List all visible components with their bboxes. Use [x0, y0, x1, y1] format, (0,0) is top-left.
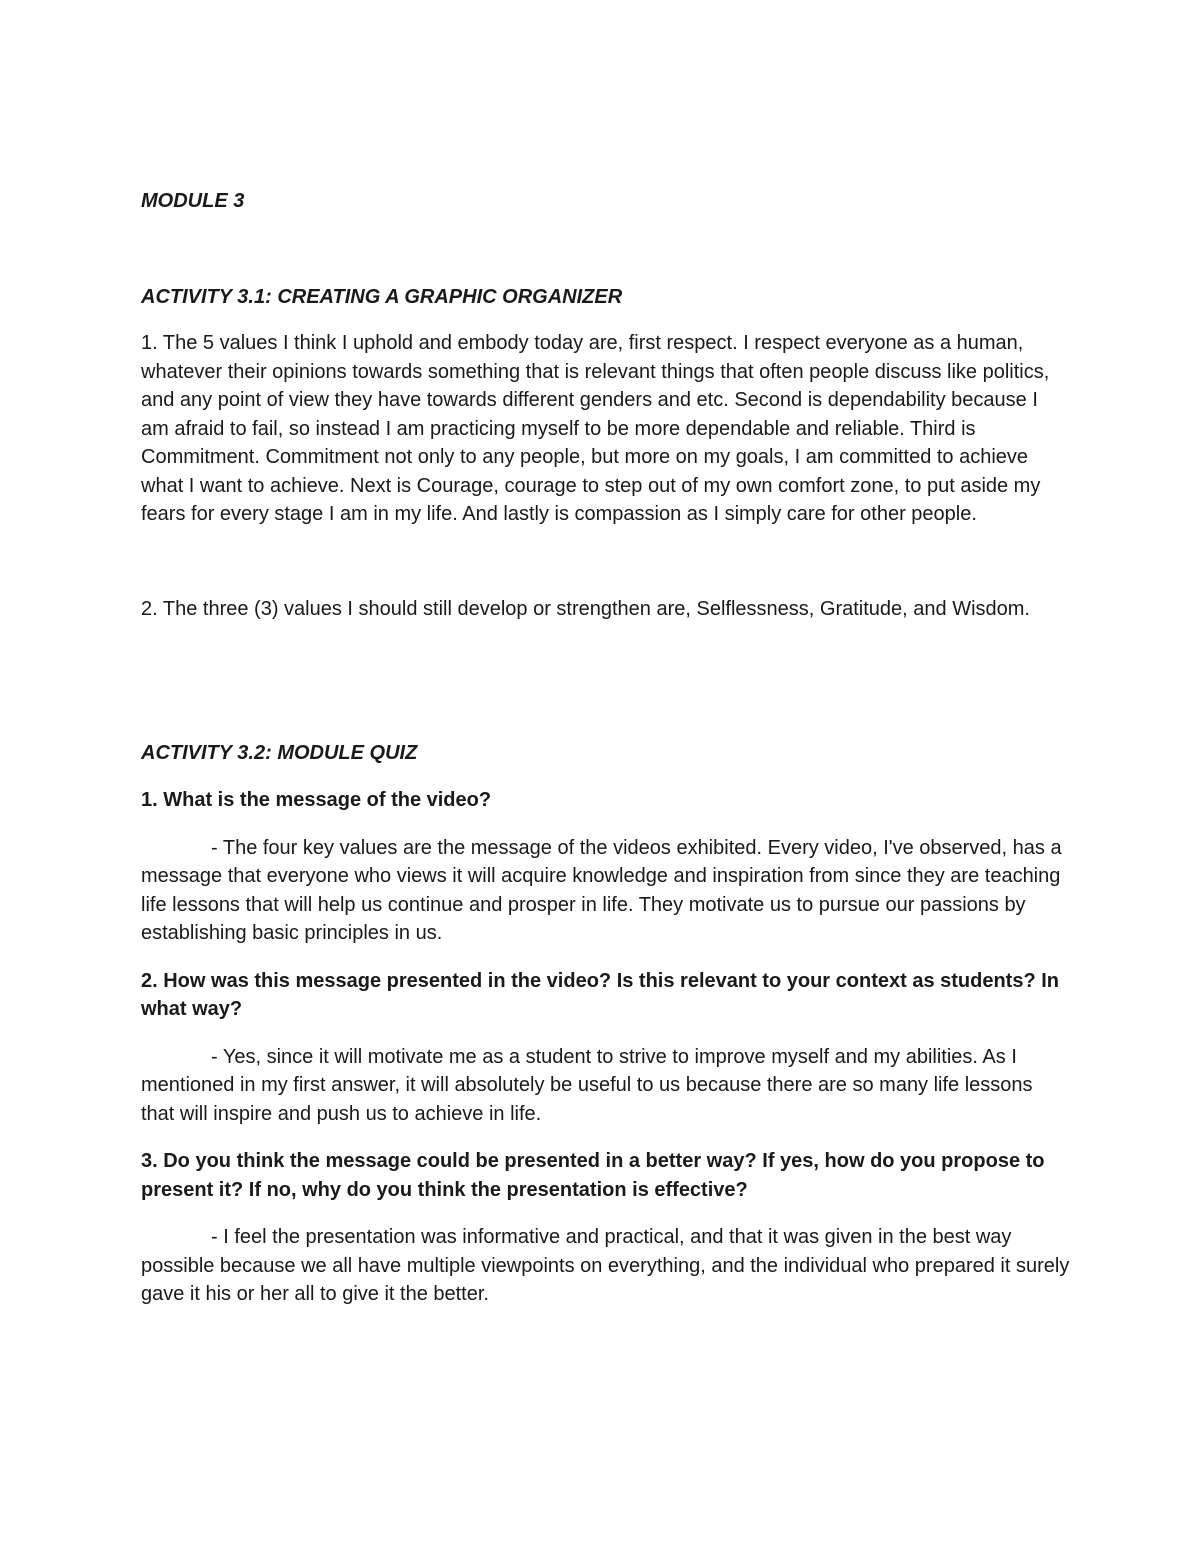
- quiz-question-1: 1. What is the message of the video?: [141, 789, 492, 811]
- activity-3-1-heading: ACTIVITY 3.1: CREATING A GRAPHIC ORGANIZER: [141, 286, 623, 308]
- quiz-answer-1: - The four key values are the message of the videos exhibited. Every video, I've observed, has a message that everyone who views it will acquire knowledge and inspiration from since they are teaching life lessons that will help us continue and prosper in life. They motivate us to pursue our passions by establishing basic principles in us.: [141, 836, 1062, 944]
- activity-3-1-answer-1: 1. The 5 values I think I uphold and embody today are, first respect. I respect everyone as a human, whatever their opinions towards something that is relevant things that often people discuss like politics, and any point of view they have towards different genders and etc. Second is dependability because I am afraid to fail, so instead I am practicing myself to be more dependable and reliable. Third is Commitment. Commitment not only to any people, but more on my goals, I am committed to achieve what I want to achieve. Next is Courage, courage to step out of my own comfort zone, to put aside my fears for every stage I am in my life. And lastly is compassion as I simply care for other people.: [141, 332, 1050, 525]
- quiz-answer-2: - Yes, since it will motivate me as a student to strive to improve myself and my abilities. As I mentioned in my first answer, it will absolutely be useful to us because there are so many life lessons that will inspire and push us to achieve in life.: [141, 1045, 1033, 1125]
- quiz-answer-3: - I feel the presentation was informative and practical, and that it was given in the best way possible because we all have multiple viewpoints on everything, and the individual who prepared it surely gave it his or her all to give it the better.: [141, 1226, 1070, 1305]
- activity-3-1-answer-2: 2. The three (3) values I should still develop or strengthen are, Selflessness, Gratitude, and Wisdom.: [141, 597, 1030, 620]
- quiz-question-2: 2. How was this message presented in the video? Is this relevant to your context as students? In what way?: [141, 969, 1060, 1020]
- document-body: [141, 187, 1071, 1309]
- activity-3-2-heading: ACTIVITY 3.2: MODULE QUIZ: [141, 742, 418, 764]
- module-title: MODULE 3: [141, 190, 245, 212]
- quiz-question-3: 3. Do you think the message could be presented in a better way? If yes, how do you propose to present it? If no, why do you think the presentation is effective?: [141, 1150, 1045, 1201]
